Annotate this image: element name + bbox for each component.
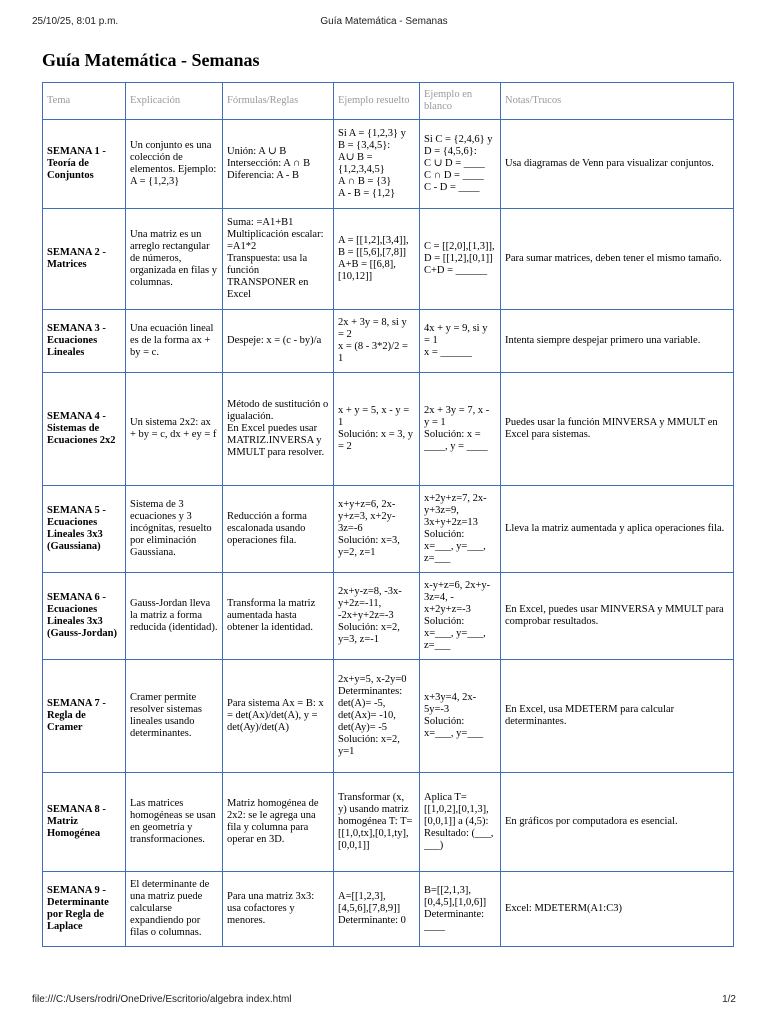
cell-ejemplo-en-blanco: x+2y+z=7, 2x-y+3z=9, 3x+y+2z=13 Solución: x=___, y=___, z=___ [420, 486, 501, 573]
weekly-guide-table [42, 82, 734, 947]
print-page-title: Guía Matemática - Semanas [320, 16, 448, 27]
cell-notas: En gráficos por computadora es esencial. [501, 773, 734, 872]
cell-notas: Para sumar matrices, deben tener el mismo tamaño. [501, 209, 734, 310]
cell-tema: SEMANA 2 - Matrices [43, 209, 126, 310]
table-row [43, 660, 734, 773]
cell-ejemplo-resuelto: Transformar (x, y) usando matriz homogénea T: T=[[1,0,tx],[0,1,ty],[0,0,1]] [334, 773, 420, 872]
cell-ejemplo-resuelto: 2x+y=5, x-2y=0 Determinantes: det(A)= -5, det(Ax)= -10, det(Ay)= -5 Solución: x=2, y=1 [334, 660, 420, 773]
cell-formulas: Unión: A ∪ B Intersección: A ∩ B Diferencia: A - B [223, 120, 334, 209]
cell-ejemplo-en-blanco: C = [[2,0],[1,3]], D = [[1,2],[0,1]] C+D = ______ [420, 209, 501, 310]
cell-ejemplo-resuelto: 2x+y-z=8, -3x-y+2z=-11, -2x+y+2z=-3 Solución: x=2, y=3, z=-1 [334, 573, 420, 660]
cell-ejemplo-en-blanco: 4x + y = 9, si y = 1 x = ______ [420, 310, 501, 373]
cell-ejemplo-en-blanco: x-y+z=6, 2x+y-3z=4, -x+2y+z=-3 Solución: x=___, y=___, z=___ [420, 573, 501, 660]
cell-formulas: Matriz homogénea de 2x2: se le agrega una fila y columna para operar en 3D. [223, 773, 334, 872]
cell-ejemplo-resuelto: x+y+z=6, 2x-y+z=3, x+2y-3z=-6 Solución: x=3, y=2, z=1 [334, 486, 420, 573]
cell-ejemplo-en-blanco: x+3y=4, 2x-5y=-3 Solución: x=___, y=___ [420, 660, 501, 773]
cell-formulas: Para sistema Ax = B: x = det(Ax)/det(A), y = det(Ay)/det(A) [223, 660, 334, 773]
cell-formulas: Método de sustitución o igualación. En Excel puedes usar MATRIZ.INVERSA y MMULT para resolver. [223, 373, 334, 486]
header-explicacion: Explicación [126, 83, 223, 120]
document-title: Guía Matemática - Semanas [42, 50, 260, 70]
cell-explicacion: El determinante de una matriz puede calcularse expandiendo por filas o columnas. [126, 872, 223, 947]
print-datetime: 25/10/25, 8:01 p.m. [32, 16, 119, 27]
cell-explicacion: Sistema de 3 ecuaciones y 3 incógnitas, resuelto por eliminación Gaussiana. [126, 486, 223, 573]
print-footer [32, 994, 736, 1008]
cell-notas: Intenta siempre despejar primero una variable. [501, 310, 734, 373]
cell-explicacion: Las matrices homogéneas se usan en geometría y transformaciones. [126, 773, 223, 872]
cell-formulas: Transforma la matriz aumentada hasta obtener la identidad. [223, 573, 334, 660]
cell-ejemplo-en-blanco: Si C = {2,4,6} y D = {4,5,6}: C ∪ D = ____ C ∩ D = ____ C - D = ____ [420, 120, 501, 209]
file-url: file:///C:/Users/rodri/OneDrive/Escritorio/algebra index.html [32, 994, 292, 1005]
cell-ejemplo-resuelto: A = [[1,2],[3,4]], B = [[5,6],[7,8]] A+B = [[6,8],[10,12]] [334, 209, 420, 310]
cell-ejemplo-en-blanco: B=[[2,1,3],[0,4,5],[1,0,6]] Determinante: ____ [420, 872, 501, 947]
cell-notas: En Excel, usa MDETERM para calcular determinantes. [501, 660, 734, 773]
table-row [43, 373, 734, 486]
cell-ejemplo-resuelto: 2x + 3y = 8, si y = 2 x = (8 - 3*2)/2 = 1 [334, 310, 420, 373]
cell-tema: SEMANA 9 - Determinante por Regla de Laplace [43, 872, 126, 947]
table-row [43, 120, 734, 209]
cell-notas: Excel: MDETERM(A1:C3) [501, 872, 734, 947]
cell-explicacion: Una ecuación lineal es de la forma ax + by = c. [126, 310, 223, 373]
table-row [43, 573, 734, 660]
cell-explicacion: Un conjunto es una colección de elementos. Ejemplo: A = {1,2,3} [126, 120, 223, 209]
cell-ejemplo-resuelto: A=[[1,2,3],[4,5,6],[7,8,9]] Determinante: 0 [334, 872, 420, 947]
table-row [43, 209, 734, 310]
cell-explicacion: Un sistema 2x2: ax + by = c, dx + ey = f [126, 373, 223, 486]
header-notas: Notas/Trucos [501, 83, 734, 120]
cell-formulas: Despeje: x = (c - by)/a [223, 310, 334, 373]
cell-explicacion: Una matriz es un arreglo rectangular de números, organizada en filas y columnas. [126, 209, 223, 310]
cell-ejemplo-resuelto: x + y = 5, x - y = 1 Solución: x = 3, y = 2 [334, 373, 420, 486]
cell-notas: Usa diagramas de Venn para visualizar conjuntos. [501, 120, 734, 209]
print-header [32, 16, 736, 30]
cell-tema: SEMANA 8 - Matriz Homogénea [43, 773, 126, 872]
cell-ejemplo-resuelto: Si A = {1,2,3} y B = {3,4,5}: A∪ B = {1,2,3,4,5} A ∩ B = {3} A - B = {1,2} [334, 120, 420, 209]
cell-tema: SEMANA 6 - Ecuaciones Lineales 3x3 (Gauss-Jordan) [43, 573, 126, 660]
cell-tema: SEMANA 7 - Regla de Cramer [43, 660, 126, 773]
table-header-row [43, 83, 734, 120]
cell-notas: Lleva la matriz aumentada y aplica operaciones fila. [501, 486, 734, 573]
cell-formulas: Reducción a forma escalonada usando operaciones fila. [223, 486, 334, 573]
table-row [43, 310, 734, 373]
table-row [43, 773, 734, 872]
cell-notas: Puedes usar la función MINVERSA y MMULT en Excel para sistemas. [501, 373, 734, 486]
cell-formulas: Suma: =A1+B1 Multiplicación escalar: =A1*2 Transpuesta: usa la función TRANSPONER en Excel [223, 209, 334, 310]
header-formulas: Fórmulas/Reglas [223, 83, 334, 120]
header-tema: Tema [43, 83, 126, 120]
table-row [43, 486, 734, 573]
cell-tema: SEMANA 1 - Teoría de Conjuntos [43, 120, 126, 209]
header-ejemplo-resuelto: Ejemplo resuelto [334, 83, 420, 120]
cell-tema: SEMANA 5 - Ecuaciones Lineales 3x3 (Gaussiana) [43, 486, 126, 573]
cell-tema: SEMANA 3 - Ecuaciones Lineales [43, 310, 126, 373]
cell-formulas: Para una matriz 3x3: usa cofactores y menores. [223, 872, 334, 947]
header-ejemplo-en-blanco: Ejemplo en blanco [420, 83, 501, 120]
cell-ejemplo-en-blanco: Aplica T=[[1,0,2],[0,1,3],[0,0,1]] a (4,5): Resultado: (___, ___) [420, 773, 501, 872]
cell-explicacion: Cramer permite resolver sistemas lineales usando determinantes. [126, 660, 223, 773]
cell-ejemplo-en-blanco: 2x + 3y = 7, x - y = 1 Solución: x = ____, y = ____ [420, 373, 501, 486]
table-row [43, 872, 734, 947]
page-number: 1/2 [722, 994, 736, 1005]
cell-tema: SEMANA 4 - Sistemas de Ecuaciones 2x2 [43, 373, 126, 486]
cell-explicacion: Gauss-Jordan lleva la matriz a forma reducida (identidad). [126, 573, 223, 660]
cell-notas: En Excel, puedes usar MINVERSA y MMULT para comprobar resultados. [501, 573, 734, 660]
